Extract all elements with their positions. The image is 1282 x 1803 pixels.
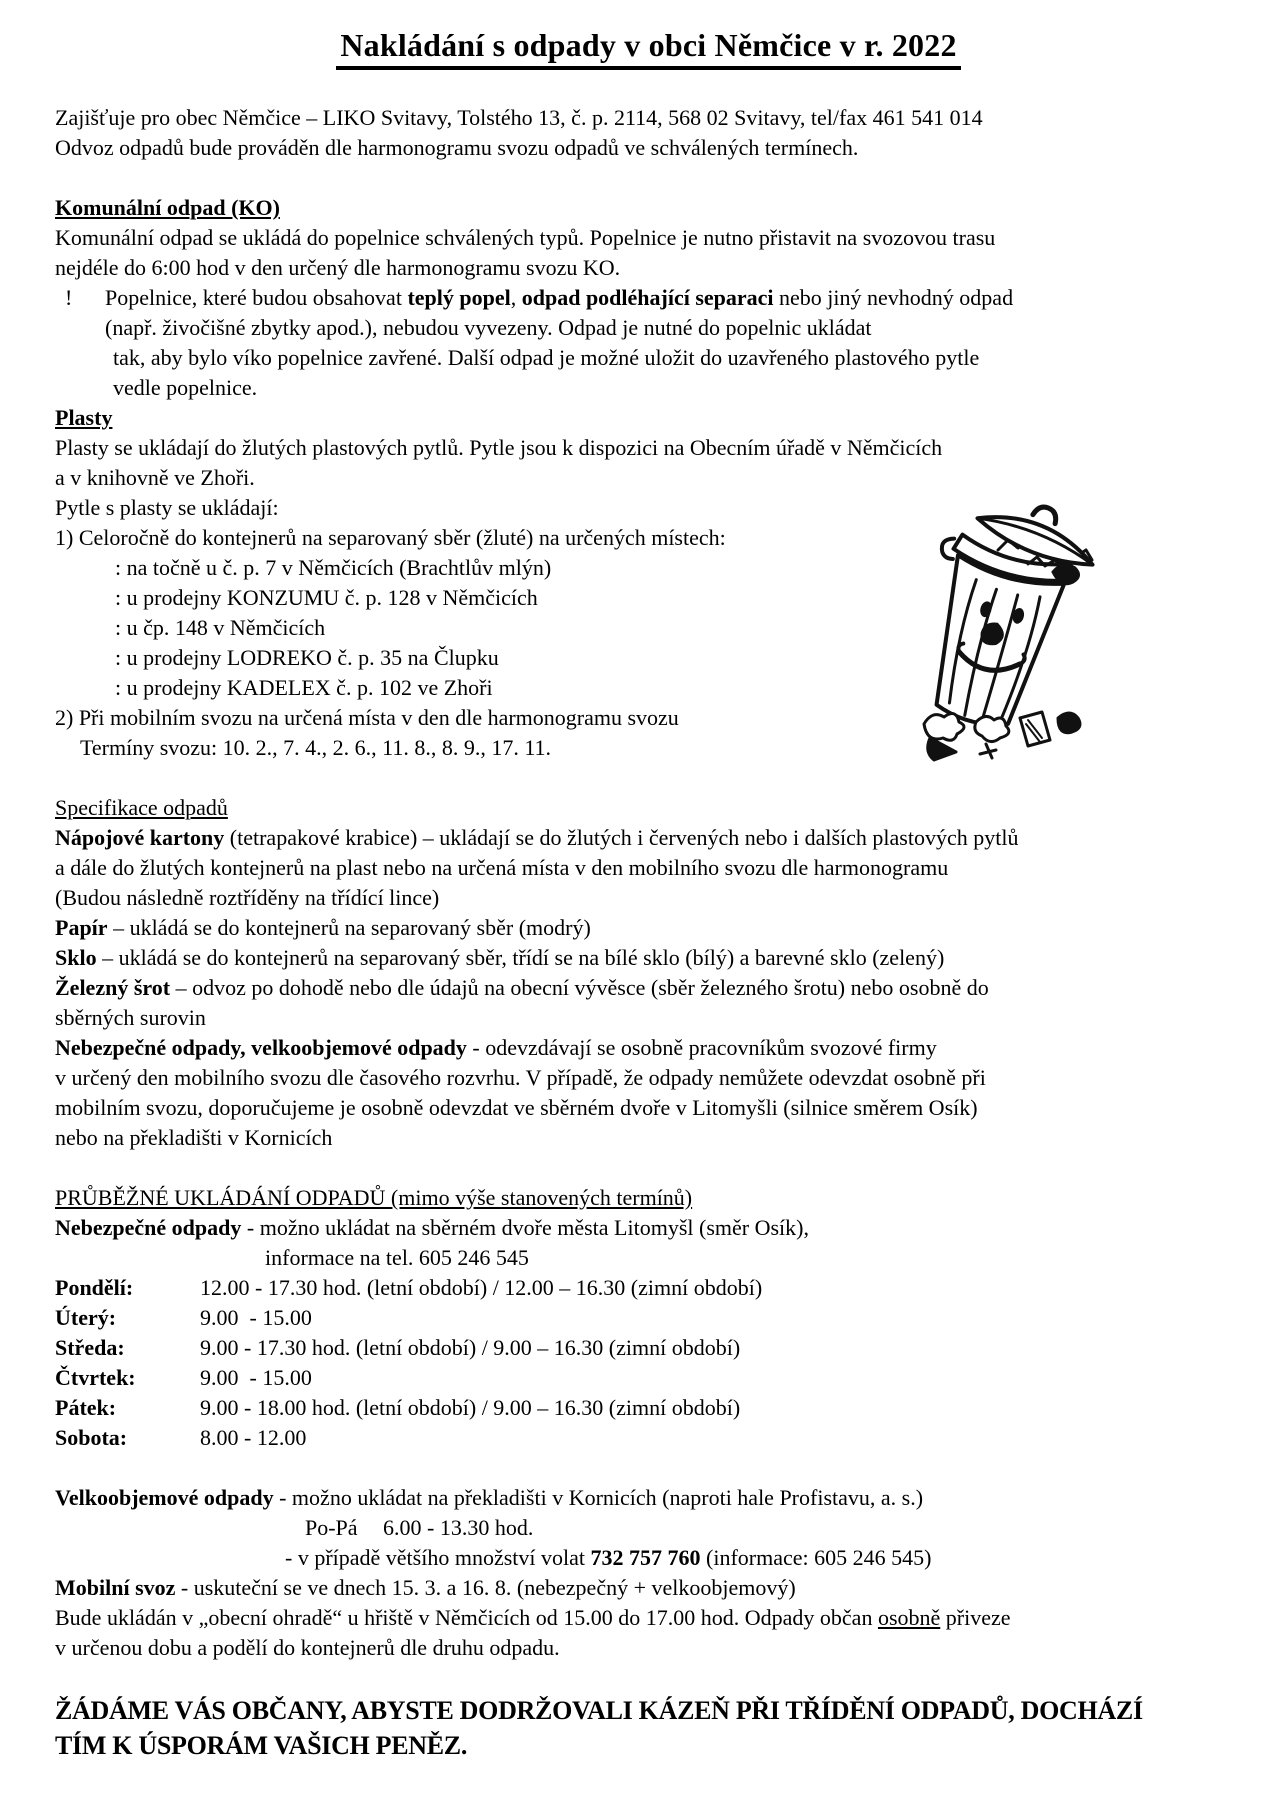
intro-line (55, 133, 1242, 163)
text-segment: sběrných surovin (55, 1005, 206, 1030)
text-segment: mobilním svozu, doporučujeme je osobně odevzdat ve sběrném dvoře v Litomyšli (silnice směrem Osík) (55, 1095, 978, 1120)
text-segment: Termíny svozu: 10. 2., 7. 4., 2. 6., 11. 8., 8. 9., 17. 11. (80, 735, 552, 760)
text-segment: Po-Pá (305, 1515, 358, 1540)
day-label: Sobota: (55, 1425, 128, 1450)
text-line (55, 313, 1242, 343)
text-line (55, 253, 1242, 283)
text-segment: Velkoobjemové odpady (55, 1485, 274, 1510)
text-segment: (informace: 605 246 545) (700, 1545, 932, 1570)
text-line (55, 913, 1242, 943)
text-line (55, 223, 1242, 253)
spacer (55, 1453, 1242, 1483)
opening-hours-row (55, 1423, 1242, 1453)
text-line (55, 1003, 1242, 1033)
text-segment: – ukládá se do kontejnerů na separovaný sběr, třídí se na bílé sklo (bílý) a barevné sklo (zelený) (96, 945, 945, 970)
text-segment: Komunální odpad se ukládá do popelnice schválených typů. Popelnice je nutno přistavit na svozovou trasu (55, 225, 996, 250)
text-segment: – ukládá se do kontejnerů na separovaný sběr (modrý) (107, 915, 591, 940)
text-line (55, 1483, 1242, 1513)
heading-specifikace (55, 793, 1242, 823)
day-label: Čtvrtek: (55, 1365, 136, 1390)
heading-komunalni-odpad (55, 193, 1242, 223)
text-segment: informace na tel. 605 246 545 (265, 1245, 529, 1270)
warning-line (55, 283, 1242, 313)
day-hours: 9.00 - 17.30 hod. (letní období) / 9.00 – 16.30 (zimní období) (200, 1335, 741, 1360)
text-line (55, 853, 1242, 883)
text-line (55, 1123, 1242, 1153)
spacer (55, 1153, 1242, 1183)
text-segment: nebo jiný nevhodný odpad (773, 285, 1014, 310)
text-segment: : u čp. 148 v Němčicích (115, 615, 326, 640)
text-segment: vedle popelnice. (113, 375, 258, 400)
text-segment: – odvoz po dohodě nebo dle údajů na obecní vývěsce (sběr železného šrotu) nebo osobně do (170, 975, 989, 1000)
text-segment: (Budou následně roztříděny na třídící lince) (55, 885, 440, 910)
text-segment: 732 757 760 (590, 1545, 701, 1570)
text-segment: osobně (877, 1605, 941, 1630)
text-segment: Popelnice, které budou obsahovat (105, 285, 408, 310)
text-line (55, 1603, 1242, 1633)
text-segment: 1) Celoročně do kontejnerů na separovaný sběr (žluté) na určených místech: (55, 525, 726, 550)
text-segment: teplý popel (407, 285, 511, 310)
text-line (55, 1213, 1242, 1243)
text-line (55, 823, 1242, 853)
opening-hours-row (55, 1303, 1242, 1333)
text-segment: (tetrapakové krabice) – ukládají se do žlutých i červených nebo i dalších plastových pytlů (224, 825, 1019, 850)
text-line (55, 1513, 1242, 1543)
day-hours: 9.00 - 15.00 (200, 1365, 312, 1390)
day-label: Středa: (55, 1335, 125, 1360)
day-label: Pátek: (55, 1395, 117, 1420)
text-segment: : u prodejny KADELEX č. p. 102 ve Zhoři (115, 675, 493, 700)
page-title: Nakládání s odpady v obci Němčice v r. 2022 (336, 26, 960, 70)
text-segment: - odevzdávají se osobně pracovníkům svozové firmy (466, 1035, 937, 1060)
closing-appeal-line (55, 1728, 1242, 1763)
text-line (55, 433, 1242, 463)
text-segment: - možno ukládat na překladišti v Kornicích (naproti hale Profistavu, a. s.) (273, 1485, 924, 1510)
text-line (55, 1093, 1242, 1123)
trash-can-body (900, 530, 1075, 737)
text-segment: Komunální odpad (KO) (55, 195, 280, 220)
day-hours: 9.00 - 18.00 hod. (letní období) / 9.00 – 16.30 (zimní období) (200, 1395, 741, 1420)
day-hours: 8.00 - 12.00 (200, 1425, 307, 1450)
text-line (55, 343, 1242, 373)
text-segment: Plasty (55, 405, 113, 430)
text-segment: nejdéle do 6:00 hod v den určený dle harmonogramu svozu KO. (55, 255, 621, 280)
title-row (55, 26, 1242, 70)
document-lines (55, 103, 1242, 1763)
day-hours: 9.00 - 15.00 (200, 1305, 312, 1330)
text-segment: a dále do žlutých kontejnerů na plast nebo na určená místa v den mobilního svozu dle harmonogramu (55, 855, 949, 880)
text-segment: (např. živočišné zbytky apod.), nebudou vyvezeny. Odpad je nutné do popelnic ukládat (105, 315, 872, 340)
text-segment: přiveze (940, 1605, 1011, 1630)
text-segment: 6.00 - 13.30 hod. (383, 1515, 534, 1540)
text-segment: PRŮBĚŽNÉ UKLÁDÁNÍ ODPADŮ (mimo výše stanovených termínů) (55, 1185, 693, 1210)
text-segment: ! (65, 285, 73, 310)
text-segment: Nebezpečné odpady (55, 1215, 242, 1240)
text-segment: Specifikace odpadů (55, 795, 228, 820)
text-segment: tak, aby bylo víko popelnice zavřené. Další odpad je možné uložit do uzavřeného plastového pytle (113, 345, 980, 370)
text-segment: v určený den mobilního svozu dle časového rozvrhu. V případě, že odpady nemůžete odevzdat osobně při (55, 1065, 986, 1090)
text-segment: nebo na překladišti v Kornicích (55, 1125, 333, 1150)
text-segment: v určenou dobu a podělí do kontejnerů dle druhu odpadu. (55, 1635, 560, 1660)
opening-hours-row (55, 1333, 1242, 1363)
text-line (55, 1033, 1242, 1063)
text-segment: Nápojové kartony (55, 825, 225, 850)
spacer (55, 163, 1242, 193)
text-line (55, 373, 1242, 403)
litter-scraps (924, 712, 1080, 760)
spacer (55, 1663, 1242, 1693)
text-segment: Pytle s plasty se ukládají: (55, 495, 279, 520)
text-segment: Mobilní svoz (55, 1575, 176, 1600)
text-segment: a v knihovně ve Zhoři. (55, 465, 255, 490)
text-line (55, 1543, 1242, 1573)
text-segment: : u prodejny KONZUMU č. p. 128 v Němčicích (115, 585, 538, 610)
text-segment: Plasty se ukládají do žlutých plastových pytlů. Pytle jsou k dispozici na Obecním úřadě v Němčicích (55, 435, 943, 460)
trash-can-illustration (878, 472, 1128, 772)
text-segment: Zajišťuje pro obec Němčice – LIKO Svitavy, Tolstého 13, č. p. 2114, 568 02 Svitavy, tel/fax 461 541 014 (55, 105, 983, 130)
text-line (55, 1063, 1242, 1093)
text-segment: ŽÁDÁME VÁS OBČANY, ABYSTE DODRŽOVALI KÁZEŇ PŘI TŘÍDĚNÍ ODPADŮ, DOCHÁZÍ (55, 1696, 1143, 1725)
provider-line (55, 103, 1242, 133)
text-line (55, 883, 1242, 913)
text-segment: - možno ukládat na sběrném dvoře města Litomyšl (směr Osík), (241, 1215, 809, 1240)
day-label: Úterý: (55, 1305, 117, 1330)
heading-prubezne (55, 1183, 1242, 1213)
opening-hours-row (55, 1273, 1242, 1303)
text-line (55, 943, 1242, 973)
text-segment: 2) Při mobilním svozu na určená místa v den dle harmonogramu svozu (55, 705, 679, 730)
heading-plasty (55, 403, 1242, 433)
text-line (55, 973, 1242, 1003)
text-segment: Sklo (55, 945, 97, 970)
closing-appeal-line (55, 1693, 1242, 1728)
opening-hours-row (55, 1393, 1242, 1423)
text-segment: , (510, 285, 522, 310)
text-line (55, 1573, 1242, 1603)
day-hours: 12.00 - 17.30 hod. (letní období) / 12.00 – 16.30 (zimní období) (200, 1275, 763, 1300)
text-segment: Bude ukládán v „obecní ohradě“ u hřiště v Němčicích od 15.00 do 17.00 hod. Odpady občan (55, 1605, 878, 1630)
text-segment: odpad podléhající separaci (521, 285, 774, 310)
text-segment: TÍM K ÚSPORÁM VAŠICH PENĚZ. (55, 1731, 468, 1760)
text-line (55, 1633, 1242, 1663)
text-segment: Nebezpečné odpady, velkoobjemové odpady (55, 1035, 467, 1060)
text-segment: - uskuteční se ve dnech 15. 3. a 16. 8. (nebezpečný + velkoobjemový) (175, 1575, 796, 1600)
text-segment: Papír (55, 915, 108, 940)
text-segment: Železný šrot (55, 975, 171, 1000)
text-segment: - v případě většího množství volat (285, 1545, 591, 1570)
text-line (55, 1243, 1242, 1273)
day-label: Pondělí: (55, 1275, 134, 1300)
text-segment: : na točně u č. p. 7 v Němčicích (Brachtlův mlýn) (115, 555, 552, 580)
text-segment: Odvoz odpadů bude prováděn dle harmonogramu svozu odpadů ve schválených termínech. (55, 135, 859, 160)
text-segment: : u prodejny LODREKO č. p. 35 na Člupku (115, 645, 499, 670)
opening-hours-row (55, 1363, 1242, 1393)
